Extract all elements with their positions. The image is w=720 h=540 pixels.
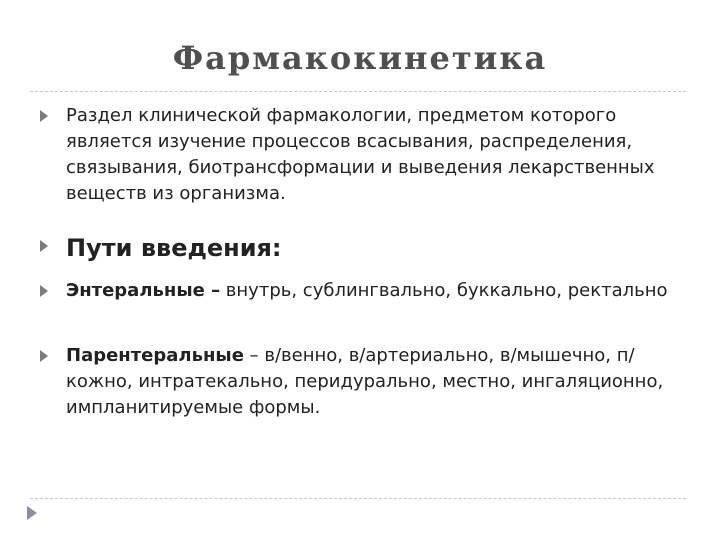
enteral-term: Энтеральные –: [66, 280, 221, 301]
enteral-item: [66, 278, 696, 304]
triangle-right-icon: [40, 285, 48, 297]
triangle-right-icon: [40, 110, 48, 122]
slide-title: Фармакокинетика: [172, 39, 548, 77]
title-divider: [30, 91, 686, 92]
enteral-description: внутрь, сублингвально, буккально, ректально: [220, 280, 668, 301]
footer-divider: [30, 498, 686, 499]
triangle-right-icon: [40, 240, 48, 252]
definition-text: Раздел клинической фармакологии, предметом которого является изучение процессов всасывания, распределения, связывания, биотрансформации и выведения лекарственных веществ из организма.: [66, 105, 655, 204]
parenteral-item: [66, 343, 696, 421]
next-slide-icon[interactable]: [27, 506, 37, 520]
parenteral-description: – в/венно, в/артериально, в/мышечно, п/кожно, интратекально, перидурально, местно, ингаляционно, импланитируемые формы.: [66, 345, 664, 418]
parenteral-term: Парентеральные: [66, 345, 244, 366]
triangle-right-icon: [40, 350, 48, 362]
routes-heading: Пути введения:: [66, 234, 282, 262]
